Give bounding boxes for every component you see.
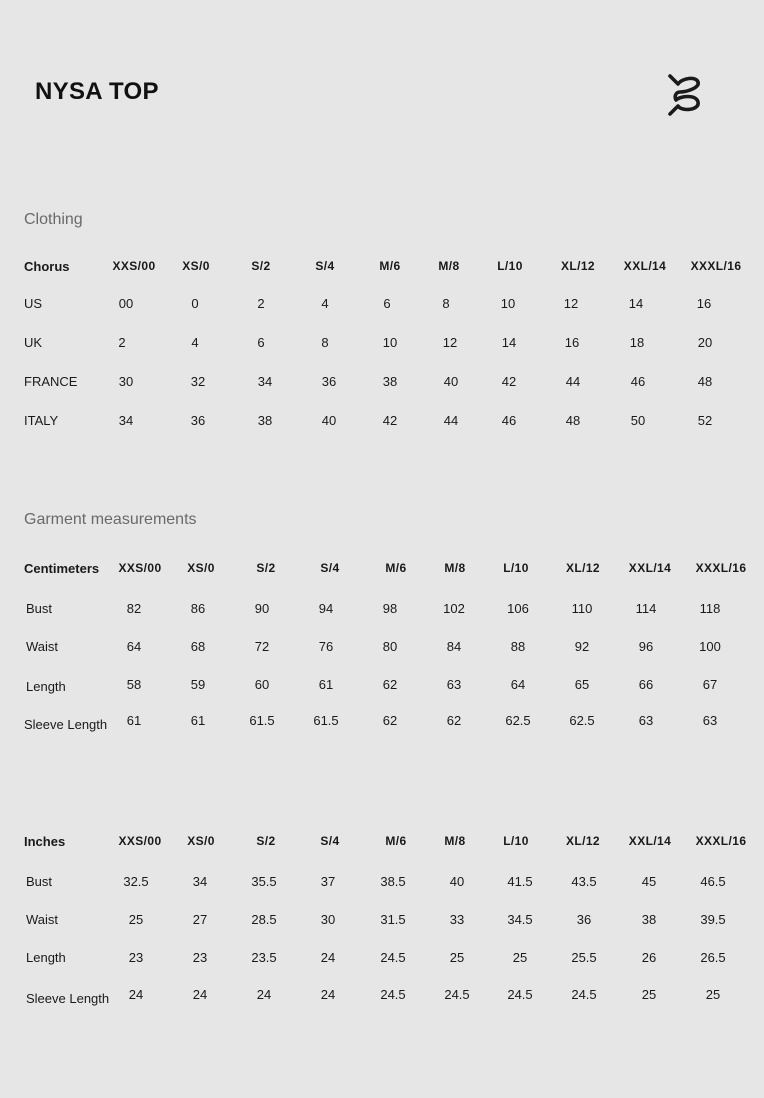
table-cell: 23.5 xyxy=(251,950,277,965)
table-cell: 24 xyxy=(256,987,272,1002)
table-cell: 25 xyxy=(641,987,657,1002)
table-cell: 106 xyxy=(507,601,529,616)
column-header: XXXL/16 xyxy=(695,561,747,575)
table-header-row xyxy=(0,259,764,279)
column-header: XXL/14 xyxy=(628,561,672,575)
table-cell: 100 xyxy=(699,639,721,654)
table-cell: 92 xyxy=(574,639,590,654)
column-header: XS/0 xyxy=(187,561,215,575)
table-cell: 102 xyxy=(443,601,465,616)
column-header: L/10 xyxy=(503,834,529,848)
table-cell: 30 xyxy=(320,912,336,927)
table-cell: 24.5 xyxy=(444,987,470,1002)
row-label: Sleeve Length xyxy=(26,991,110,1006)
table-cell: 14 xyxy=(628,296,644,311)
table-cell: 63 xyxy=(638,713,654,728)
table-cell: 38 xyxy=(257,413,273,428)
table-cell: 37 xyxy=(320,874,336,889)
table-cell: 46.5 xyxy=(700,874,726,889)
table-cell: 24 xyxy=(320,987,336,1002)
row-label: Length xyxy=(26,950,66,965)
table-header-row xyxy=(0,561,764,581)
table-row xyxy=(0,912,764,932)
table-cell: 34 xyxy=(257,374,273,389)
table-cell: 67 xyxy=(702,677,718,692)
table-cell: 23 xyxy=(192,950,208,965)
table-row xyxy=(0,601,764,621)
table-cell: 25 xyxy=(705,987,721,1002)
table-cell: 27 xyxy=(192,912,208,927)
table-cell: 45 xyxy=(641,874,657,889)
table-cell: 42 xyxy=(382,413,398,428)
column-header: S/2 xyxy=(251,259,271,273)
table-cell: 46 xyxy=(630,374,646,389)
table-cell: 62.5 xyxy=(505,713,531,728)
table-cell: 76 xyxy=(318,639,334,654)
table-cell: 6 xyxy=(383,296,391,311)
table-cell: 32 xyxy=(190,374,206,389)
table-row xyxy=(0,335,764,355)
section-title-garment-measurements: Garment measurements xyxy=(24,511,197,528)
table-cell: 26.5 xyxy=(700,950,726,965)
column-header: M/8 xyxy=(444,561,466,575)
column-header: S/4 xyxy=(320,834,340,848)
row-label: US xyxy=(24,296,43,311)
row-label: Sleeve Length xyxy=(24,717,108,732)
table-cell: 68 xyxy=(190,639,206,654)
table-cell: 58 xyxy=(126,677,142,692)
table-cell: 118 xyxy=(699,601,721,616)
column-header: XS/0 xyxy=(187,834,215,848)
row-label: Waist xyxy=(26,639,59,654)
table-cell: 14 xyxy=(501,335,517,350)
table-cell: 96 xyxy=(638,639,654,654)
column-header: S/2 xyxy=(256,834,276,848)
table-cell: 90 xyxy=(254,601,270,616)
row-label: Bust xyxy=(26,601,53,616)
column-header: XXL/14 xyxy=(628,834,672,848)
table-cell: 82 xyxy=(126,601,142,616)
table-cell: 80 xyxy=(382,639,398,654)
table-cell: 39.5 xyxy=(700,912,726,927)
table-cell: 24 xyxy=(128,987,144,1002)
table-cell: 24 xyxy=(320,950,336,965)
column-header: S/4 xyxy=(315,259,335,273)
table-cell: 44 xyxy=(443,413,459,428)
table-cell: 6 xyxy=(257,335,265,350)
table-cell: 38 xyxy=(641,912,657,927)
column-header: XS/0 xyxy=(182,259,210,273)
table-cell: 24.5 xyxy=(507,987,533,1002)
table-cell: 34 xyxy=(118,413,134,428)
table-cell: 00 xyxy=(118,296,134,311)
table-cell: 10 xyxy=(382,335,398,350)
table-row xyxy=(0,987,764,1007)
table-cell: 30 xyxy=(118,374,134,389)
table-row xyxy=(0,296,764,316)
column-header: XXS/00 xyxy=(118,834,162,848)
table-cell: 24.5 xyxy=(380,950,406,965)
column-header: M/6 xyxy=(379,259,401,273)
table-cell: 61 xyxy=(190,713,206,728)
row-label: Waist xyxy=(26,912,59,927)
table-cell: 23 xyxy=(128,950,144,965)
column-header: L/10 xyxy=(497,259,523,273)
table-row xyxy=(0,639,764,659)
table-cell: 8 xyxy=(442,296,450,311)
table-cell: 63 xyxy=(446,677,462,692)
table-cell: 26 xyxy=(641,950,657,965)
table-row xyxy=(0,713,764,733)
table-cell: 61.5 xyxy=(249,713,275,728)
table-cell: 72 xyxy=(254,639,270,654)
table-cell: 61 xyxy=(126,713,142,728)
table-cell: 28.5 xyxy=(251,912,277,927)
table-cell: 0 xyxy=(191,296,199,311)
table-corner-label: Centimeters xyxy=(24,561,100,576)
table-cell: 35.5 xyxy=(251,874,277,889)
table-cell: 36 xyxy=(190,413,206,428)
table-cell: 2 xyxy=(257,296,265,311)
table-cell: 65 xyxy=(574,677,590,692)
table-cell: 64 xyxy=(510,677,526,692)
column-header: XXS/00 xyxy=(118,561,162,575)
table-cell: 40 xyxy=(321,413,337,428)
column-header: M/6 xyxy=(385,561,407,575)
row-label: Length xyxy=(26,679,66,694)
table-cell: 60 xyxy=(254,677,270,692)
column-header: XL/12 xyxy=(565,834,601,848)
table-cell: 61.5 xyxy=(313,713,339,728)
column-header: L/10 xyxy=(503,561,529,575)
table-cell: 52 xyxy=(697,413,713,428)
table-cell: 48 xyxy=(565,413,581,428)
row-label: FRANCE xyxy=(24,374,78,389)
table-row xyxy=(0,413,764,433)
table-cell: 25.5 xyxy=(571,950,597,965)
table-cell: 33 xyxy=(449,912,465,927)
table-cell: 40 xyxy=(449,874,465,889)
table-cell: 24 xyxy=(192,987,208,1002)
table-cell: 25 xyxy=(512,950,528,965)
table-cell: 62 xyxy=(382,677,398,692)
table-cell: 12 xyxy=(563,296,579,311)
table-cell: 41.5 xyxy=(507,874,533,889)
page-title: NYSA TOP xyxy=(35,78,159,105)
table-cell: 34.5 xyxy=(507,912,533,927)
table-cell: 16 xyxy=(696,296,712,311)
table-cell: 31.5 xyxy=(380,912,406,927)
table-cell: 10 xyxy=(500,296,516,311)
table-cell: 38.5 xyxy=(380,874,406,889)
table-cell: 61 xyxy=(318,677,334,692)
column-header: S/4 xyxy=(320,561,340,575)
table-cell: 98 xyxy=(382,601,398,616)
table-cell: 36 xyxy=(576,912,592,927)
column-header: M/6 xyxy=(385,834,407,848)
column-header: XXL/14 xyxy=(623,259,667,273)
table-cell: 32.5 xyxy=(123,874,149,889)
table-row xyxy=(0,950,764,970)
table-row xyxy=(0,374,764,394)
table-cell: 34 xyxy=(192,874,208,889)
table-cell: 48 xyxy=(697,374,713,389)
table-cell: 66 xyxy=(638,677,654,692)
table-cell: 94 xyxy=(318,601,334,616)
table-cell: 4 xyxy=(191,335,199,350)
loop-c-logo-icon xyxy=(664,70,712,118)
row-label: ITALY xyxy=(24,413,59,428)
section-title-clothing: Clothing xyxy=(24,211,83,228)
table-cell: 64 xyxy=(126,639,142,654)
table-cell: 18 xyxy=(629,335,645,350)
table-cell: 86 xyxy=(190,601,206,616)
table-cell: 62 xyxy=(382,713,398,728)
table-corner-label: Chorus xyxy=(24,259,70,274)
table-cell: 110 xyxy=(571,601,593,616)
table-cell: 84 xyxy=(446,639,462,654)
table-cell: 20 xyxy=(697,335,713,350)
table-cell: 36 xyxy=(321,374,337,389)
table-cell: 25 xyxy=(449,950,465,965)
table-corner-label: Inches xyxy=(24,834,66,849)
table-cell: 59 xyxy=(190,677,206,692)
column-header: XXXL/16 xyxy=(695,834,747,848)
table-cell: 114 xyxy=(635,601,657,616)
table-cell: 16 xyxy=(564,335,580,350)
table-cell: 24.5 xyxy=(380,987,406,1002)
column-header: S/2 xyxy=(256,561,276,575)
table-cell: 50 xyxy=(630,413,646,428)
table-cell: 38 xyxy=(382,374,398,389)
table-cell: 62 xyxy=(446,713,462,728)
table-cell: 43.5 xyxy=(571,874,597,889)
column-header: XXXL/16 xyxy=(690,259,742,273)
table-cell: 25 xyxy=(128,912,144,927)
table-header-row xyxy=(0,834,764,854)
table-cell: 8 xyxy=(321,335,329,350)
column-header: XL/12 xyxy=(565,561,601,575)
table-cell: 24.5 xyxy=(571,987,597,1002)
table-cell: 62.5 xyxy=(569,713,595,728)
table-row xyxy=(0,874,764,894)
column-header: XXS/00 xyxy=(112,259,156,273)
table-cell: 42 xyxy=(501,374,517,389)
table-cell: 44 xyxy=(565,374,581,389)
table-cell: 40 xyxy=(443,374,459,389)
table-cell: 2 xyxy=(118,335,126,350)
table-cell: 4 xyxy=(321,296,329,311)
row-label: UK xyxy=(24,335,43,350)
table-cell: 63 xyxy=(702,713,718,728)
table-cell: 12 xyxy=(442,335,458,350)
row-label: Bust xyxy=(26,874,53,889)
table-cell: 88 xyxy=(510,639,526,654)
table-row xyxy=(0,677,764,697)
column-header: XL/12 xyxy=(560,259,596,273)
column-header: M/8 xyxy=(438,259,460,273)
column-header: M/8 xyxy=(444,834,466,848)
table-cell: 46 xyxy=(501,413,517,428)
